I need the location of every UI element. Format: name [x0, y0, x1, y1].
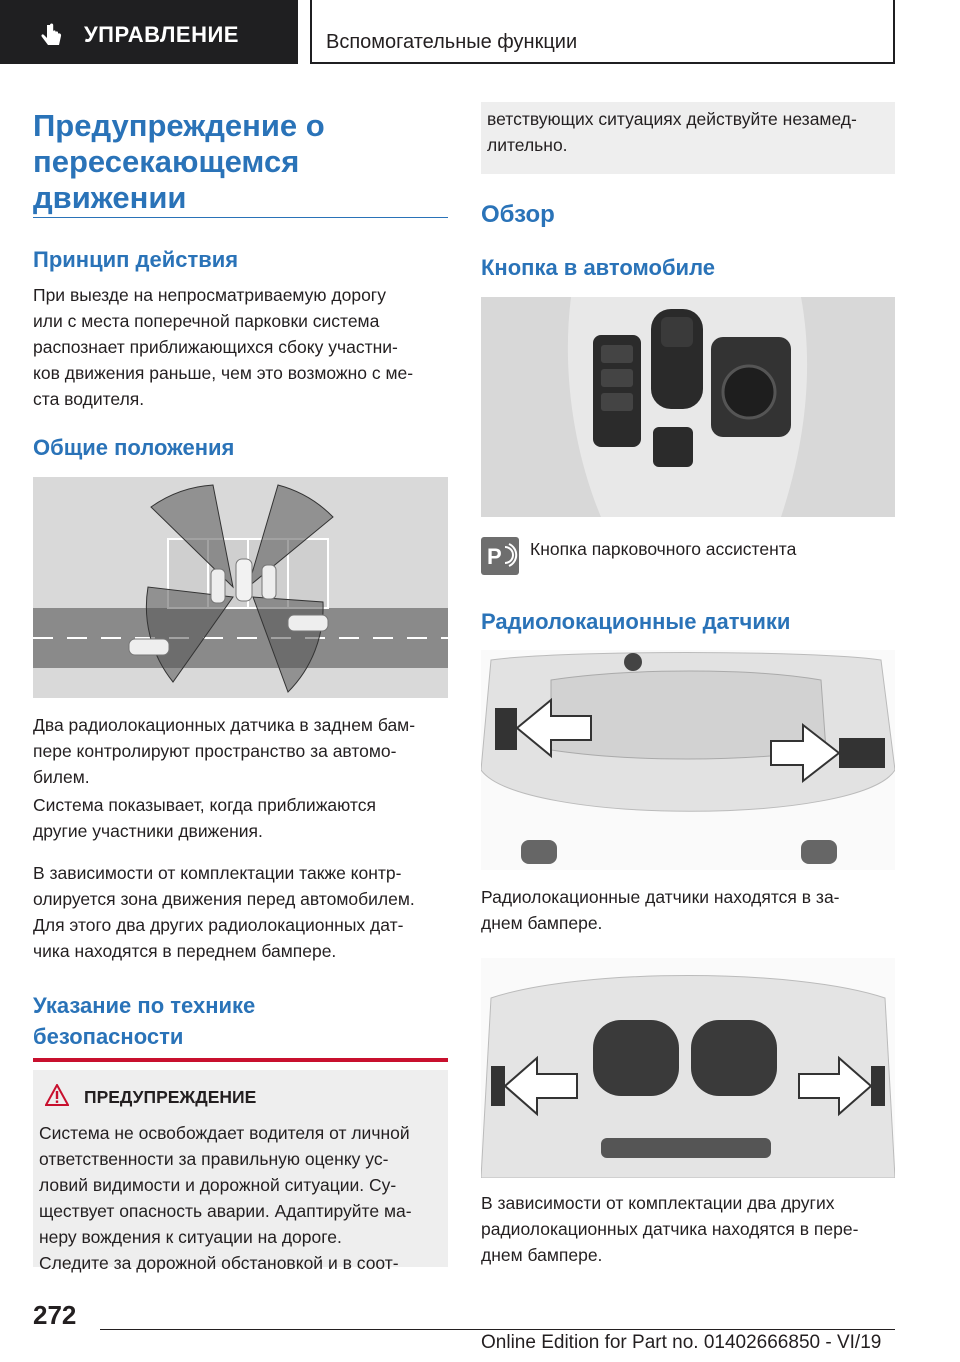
text-line: ста водителя. — [33, 389, 145, 409]
text-line: ществует опасность аварии. Адаптируйте ма- — [39, 1201, 412, 1221]
title-line: пересекающемся — [33, 144, 300, 179]
warning-box-continued — [481, 102, 895, 174]
cross-traffic-diagram — [33, 477, 448, 698]
text-line: днем бампере. — [481, 913, 603, 933]
text-line: ответственности за правильную оценку ус- — [39, 1149, 389, 1169]
overview-heading: Обзор — [481, 201, 555, 228]
text-line: или с места поперечной парковки система — [33, 311, 380, 331]
front-bumper-photo — [481, 958, 895, 1178]
text-line: неру вождения к ситуации на дороге. — [39, 1227, 342, 1247]
rear-bumper-photo — [481, 650, 895, 870]
warning-label: ПРЕДУПРЕЖДЕНИЕ — [84, 1087, 257, 1107]
chapter-tab[interactable] — [0, 0, 298, 64]
parking-assistant-icon — [481, 537, 519, 575]
svg-text:P: P — [487, 544, 502, 569]
heading-line: Указание по технике — [33, 993, 256, 1018]
text-line: В зависимости от комплектации два других — [481, 1193, 835, 1213]
text-line: В зависимости от комплектации также контр- — [33, 863, 402, 883]
center-console-photo — [481, 297, 895, 517]
text-line: ловий видимости и дорожной ситуации. Су- — [39, 1175, 397, 1195]
general-paragraph-3 — [33, 860, 448, 964]
text-line: распознает приближающихся сбоку участни- — [33, 337, 398, 357]
hand-pointer-icon — [38, 22, 66, 50]
edition-note: Online Edition for Part no. 01402666850 - VI/19 — [481, 1332, 882, 1353]
title-rule — [33, 217, 448, 218]
text-line: другие участники движения. — [33, 821, 263, 841]
header-rule — [310, 62, 895, 64]
button-caption: Кнопка парковочного ассистента — [530, 539, 797, 559]
text-line: пере контролируют пространство за автомо- — [33, 741, 397, 761]
text-line: ветствующих ситуациях действуйте незамед- — [487, 109, 857, 129]
warning-box — [33, 1070, 448, 1273]
principle-paragraph — [33, 282, 448, 412]
sensors-heading: Радиолокационные датчики — [481, 609, 791, 634]
heading-line: безопасности — [33, 1024, 184, 1049]
text-line: днем бампере. — [481, 1245, 603, 1265]
rear-caption — [481, 884, 895, 936]
title-line: движении — [33, 180, 187, 215]
text-line: лительно. — [487, 135, 568, 155]
warning-rule — [33, 1058, 448, 1062]
general-heading: Общие положения — [33, 435, 235, 460]
title-line: Предупреждение о — [33, 108, 325, 143]
header-divider — [893, 0, 895, 64]
text-line: ков движения раньше, чем это возможно с ме- — [33, 363, 414, 383]
text-line: олируется зона движения перед автомобилем. — [33, 889, 415, 909]
warning-text-continued — [487, 106, 892, 158]
footer-rule — [100, 1329, 895, 1330]
section-title: Вспомогательные функции — [326, 31, 578, 53]
text-line: билем. — [33, 767, 90, 787]
front-caption — [481, 1190, 895, 1268]
button-heading: Кнопка в автомобиле — [481, 255, 715, 280]
text-line: Два радиолокационных датчика в заднем бам- — [33, 715, 416, 735]
safety-heading — [33, 990, 448, 1052]
page-title — [33, 108, 448, 216]
text-line: Система не освобождает водителя от личной — [39, 1123, 410, 1143]
text-line: чика находятся в переднем бампере. — [33, 941, 337, 961]
principle-heading: Принцип действия — [33, 247, 239, 272]
text-line: Система показывает, когда приближаются — [33, 795, 376, 815]
text-line: Следите за дорожной обстановкой и в соот- — [39, 1253, 399, 1273]
header-divider — [310, 0, 312, 64]
page-number: 272 — [33, 1300, 77, 1330]
text-line: Радиолокационные датчики находятся в за- — [481, 887, 840, 907]
text-line: радиолокационных датчика находятся в пере- — [481, 1219, 859, 1239]
warning-text — [39, 1120, 444, 1276]
warning-triangle-icon — [45, 1084, 69, 1106]
text-line: При выезде на непросматриваемую дорогу — [33, 285, 386, 305]
general-paragraph-1 — [33, 712, 448, 790]
text-line: Для этого два других радиолокационных дат- — [33, 915, 404, 935]
general-paragraph-2 — [33, 792, 448, 844]
chapter-label: УПРАВЛЕНИЕ — [84, 22, 239, 47]
